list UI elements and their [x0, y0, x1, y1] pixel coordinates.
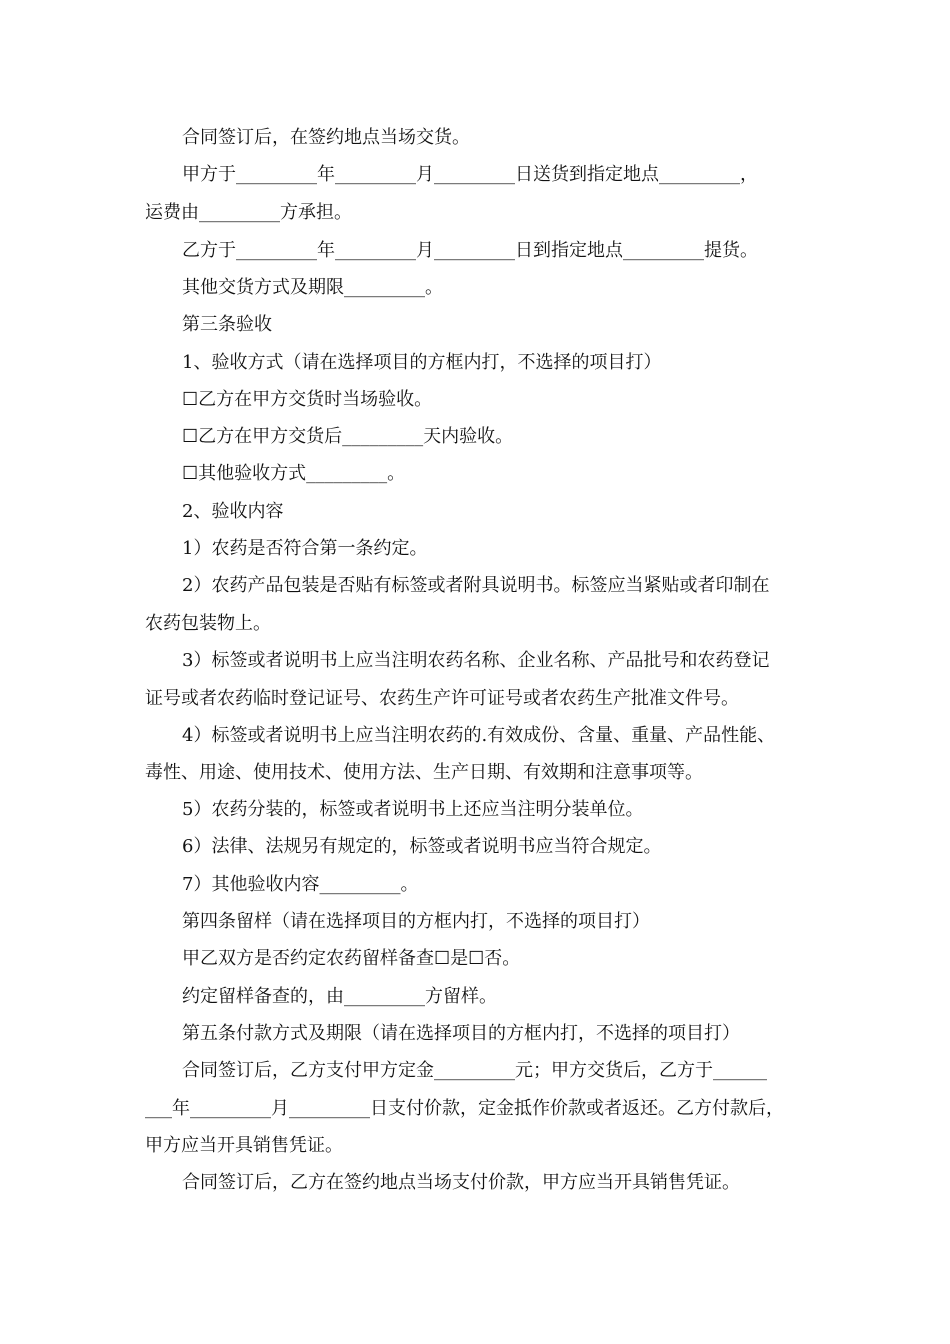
paragraph-line: 2、验收内容	[182, 501, 284, 522]
paragraph-line: 合同签订后，在签约地点当场交货。	[182, 127, 470, 148]
paragraph-line: 7）其他验收内容_________。	[182, 874, 419, 895]
paragraph-line: 6）法律、法规另有规定的，标签或者说明书应当符合规定。	[182, 836, 662, 857]
section-heading: 第五条付款方式及期限（请在选择项目的方框内打，不选择的项目打）	[182, 1023, 740, 1044]
paragraph-line: 甲乙双方是否约定农药留样备查☐是☐否。	[182, 948, 521, 969]
paragraph-line: 运费由_________方承担。	[145, 202, 352, 223]
paragraph-line: 约定留样备查的，由_________方留样。	[182, 986, 497, 1007]
paragraph-line: 毒性、用途、使用技术、使用方法、生产日期、有效期和注意事项等。	[145, 762, 703, 783]
checkbox-option: ☐乙方在甲方交货时当场验收。	[182, 389, 433, 410]
paragraph-line: 农药包装物上。	[145, 613, 271, 634]
paragraph-line: 3）标签或者说明书上应当注明农药名称、企业名称、产品批号和农药登记	[182, 650, 770, 671]
paragraph-line: 证号或者农药临时登记证号、农药生产许可证号或者农药生产批准文件号。	[145, 688, 739, 709]
paragraph-line: 合同签订后，乙方支付甲方定金_________元；甲方交货后，乙方于______	[182, 1060, 767, 1081]
paragraph-line: 5）农药分装的，标签或者说明书上还应当注明分装单位。	[182, 799, 644, 820]
paragraph-line: 4）标签或者说明书上应当注明农药的.有效成份、含量、重量、产品性能、	[182, 725, 776, 746]
paragraph-line: 1）农药是否符合第一条约定。	[182, 538, 428, 559]
section-heading: 第三条验收	[182, 314, 272, 335]
paragraph-line: ___年_________月_________日支付价款，定金抵作价款或者返还。乙方付款后，	[145, 1098, 784, 1119]
checkbox-option: ☐其他验收方式_________。	[182, 463, 406, 484]
paragraph-line: 合同签订后，乙方在签约地点当场支付价款，甲方应当开具销售凭证。	[182, 1172, 740, 1193]
paragraph-line: 其他交货方式及期限_________。	[182, 277, 443, 298]
paragraph-line: 乙方于_________年_________月_________日到指定地点_________提货。	[182, 240, 758, 261]
paragraph-line: 甲方于_________年_________月_________日送货到指定地点_________，	[182, 164, 758, 185]
section-heading: 第四条留样（请在选择项目的方框内打，不选择的项目打）	[182, 911, 650, 932]
paragraph-line: 2）农药产品包装是否贴有标签或者附具说明书。标签应当紧贴或者印制在	[182, 575, 770, 596]
paragraph-line: 1、验收方式（请在选择项目的方框内打，不选择的项目打）	[182, 352, 662, 373]
paragraph-line: 甲方应当开具销售凭证。	[145, 1135, 343, 1156]
checkbox-option: ☐乙方在甲方交货后_________天内验收。	[182, 426, 514, 447]
